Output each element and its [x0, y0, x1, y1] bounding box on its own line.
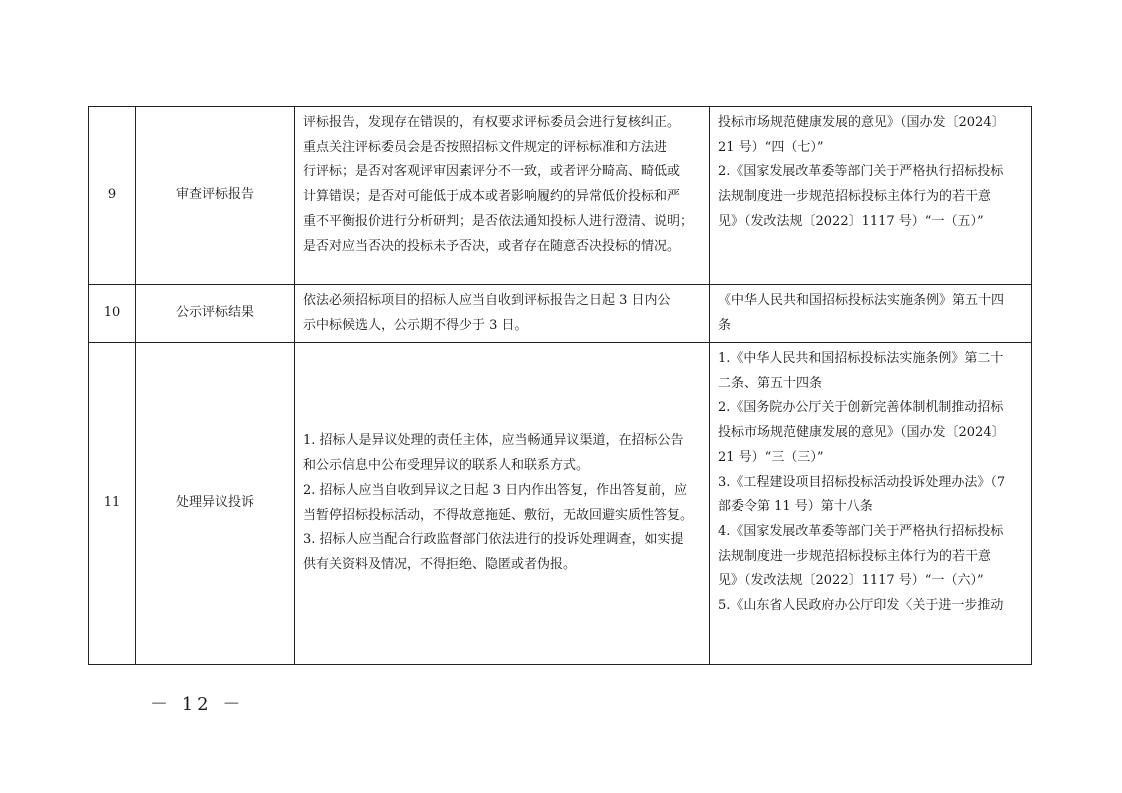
- description-line: 供有关资料及情况，不得拒绝、隐匿或者伪报。: [303, 556, 577, 572]
- row-number: 9: [89, 107, 136, 285]
- basis-line: 二条、第五十四条: [718, 375, 823, 391]
- table-row: [89, 107, 1032, 285]
- row-item: 审查评标报告: [136, 107, 295, 285]
- row-description: [295, 285, 710, 343]
- basis-line: 21 号）“四（七）”: [718, 139, 824, 155]
- description-line: 重点关注评标委员会是否按照招标文件规定的评标标准和方法进: [303, 139, 668, 155]
- row-number: 11: [89, 343, 136, 665]
- description-line: 行评标；是否对客观评审因素评分不一致，或者评分畸高、畸低或: [303, 164, 681, 180]
- description-line: 1. 招标人是异议处理的责任主体，应当畅通异议渠道，在招标公告: [303, 433, 684, 449]
- basis-line: 2.《国务院办公厅关于创新完善体制机制推动招标: [718, 400, 1004, 416]
- description-line: 3. 招标人应当配合行政监督部门依法进行的投诉处理调查，如实提: [303, 532, 684, 548]
- description-line: 示中标候选人，公示期不得少于 3 日。: [303, 317, 528, 333]
- basis-line: 部委令第 11 号）第十八条: [718, 499, 873, 515]
- basis-line: 3.《工程建设项目招标投标活动投诉处理办法》（7: [718, 474, 1006, 490]
- row-description: [295, 343, 710, 665]
- basis-line: 见》（发改法规〔2022〕1117 号）“一（六）”: [718, 573, 984, 589]
- basis-line: 2.《国家发展改革委等部门关于严格执行招标投标: [718, 164, 1004, 180]
- basis-line: 条: [718, 317, 732, 333]
- description-line: 依法必须招标项目的招标人应当自收到评标报告之日起 3 日内公: [303, 293, 671, 308]
- row-legal-basis: [710, 285, 1032, 343]
- basis-line: 法规制度进一步规范招标投标主体行为的若干意: [718, 548, 992, 564]
- row-legal-basis: [710, 107, 1032, 285]
- row-item: 处理异议投诉: [136, 343, 295, 665]
- basis-line: 21 号）“三（三）”: [718, 449, 824, 465]
- description-line: 评标报告，发现存在错误的，有权要求评标委员会进行复核纠正。: [303, 115, 681, 130]
- description-line: 和公示信息中公布受理异议的联系人和联系方式。: [303, 458, 590, 474]
- row-legal-basis: [710, 343, 1032, 665]
- description-line: 计算错误；是否对可能低于成本或者影响履约的异常低价投标和严: [303, 189, 681, 205]
- row-description: [295, 107, 710, 285]
- table-row: [89, 343, 1032, 665]
- row-item: 公示评标结果: [136, 285, 295, 343]
- basis-line: 4.《国家发展改革委等部门关于严格执行招标投标: [718, 523, 1004, 539]
- description-line: 2. 招标人应当自收到异议之日起 3 日内作出答复，作出答复前，应: [303, 482, 688, 498]
- basis-line: 投标市场规范健康发展的意见》（国办发〔2024〕: [718, 425, 1005, 441]
- basis-line: 法规制度进一步规范招标投标主体行为的若干意: [718, 189, 992, 205]
- description-line: 当暂停招标投标活动，不得故意拖延、敷衍，无故回避实质性答复。: [303, 507, 694, 523]
- description-line: 是否对应当否决的投标未予否决，或者存在随意否决投标的情况。: [303, 238, 681, 254]
- description-line: 重不平衡报价进行分析研判；是否依法通知投标人进行澄清、说明；: [303, 213, 694, 229]
- page-number: － 12 －: [150, 694, 245, 715]
- regulation-table: [88, 106, 1032, 665]
- basis-line: 1.《中华人民共和国招标投标法实施条例》第二十: [718, 351, 1004, 366]
- table-row: [89, 285, 1032, 343]
- basis-line: 5.《山东省人民政府办公厅印发〈关于进一步推动: [718, 598, 1004, 614]
- row-number: 10: [89, 285, 136, 343]
- basis-line: 见》（发改法规〔2022〕1117 号）“一（五）”: [718, 213, 984, 229]
- basis-line: 《中华人民共和国招标投标法实施条例》第五十四: [718, 293, 1005, 308]
- basis-line: 投标市场规范健康发展的意见》（国办发〔2024〕: [718, 115, 1005, 130]
